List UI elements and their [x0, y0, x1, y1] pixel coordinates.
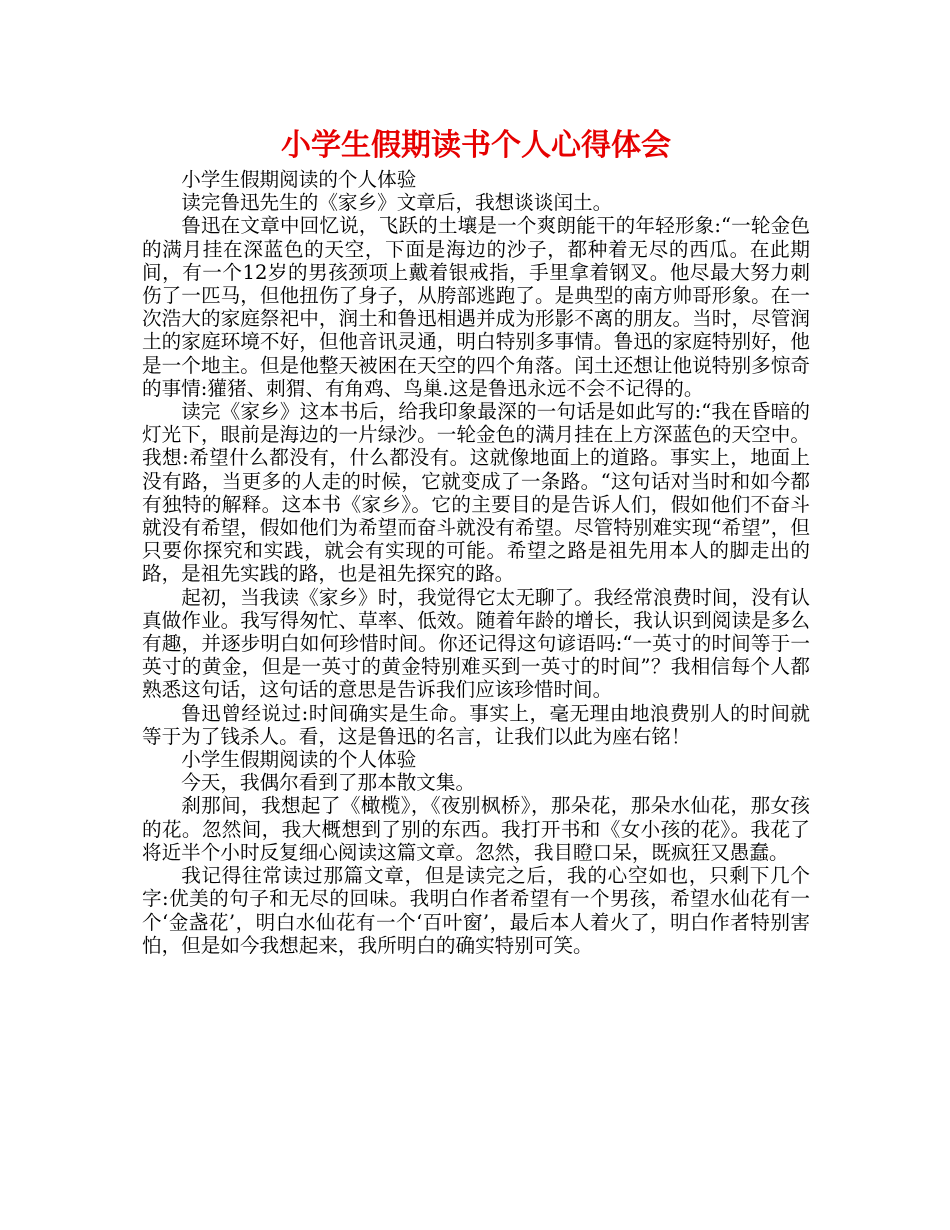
paragraph-hometown-quote: 读完《家乡》这本书后，给我印象最深的一句话是如此写的:“我在昏暗的灯光下，眼前是海边的一片绿沙。一轮金色的满月挂在上方深蓝色的天空中。我想:希望什么都没有，什么都没有。这就像地面上的道路。事实上，地面上没有路，当更多的人走的时候，它就变成了一条路。“这句话对当时和如今都有独特的解释。这本书《家乡》。它的主要目的是告诉人们，假如他们不奋斗就没有希望，假如他们为希望而奋斗就没有希望。尽管特别难实现“希望”，但只要你探究和实践，就会有实现的可能。希望之路是祖先用本人的脚走出的路，是祖先实践的路，也是祖先探究的路。: [142, 400, 810, 586]
paragraph-cherish-time: 起初，当我读《家乡》时，我觉得它太无聊了。我经常浪费时间，没有认真做作业。我写得匆忙、草率、低效。随着年龄的增长，我认识到阅读是多么有趣，并逐步明白如何珍惜时间。你还记得这句谚语吗:“一英寸的时间等于一英寸的黄金，但是一英寸的黄金特别难买到一英寸的时间”？我相信每个人都熟悉这句话，这句话的意思是告诉我们应该珍惜时间。: [142, 585, 810, 702]
paragraph-luxun-motto: 鲁迅曾经说过:时间确实是生命。事实上，毫无理由地浪费别人的时间就等于为了钱杀人。看，这是鲁迅的名言，让我们以此为座右铭！: [142, 701, 810, 748]
paragraph-subtitle-1: 小学生假期阅读的个人体验: [181, 168, 417, 191]
paragraph-essay-collection: 今天，我偶尔看到了那本散文集。: [181, 771, 476, 795]
document-page: [142, 124, 810, 957]
document-body: [142, 168, 810, 957]
paragraph-reflection: 我记得往常读过那篇文章，但是读完之后，我的心空如也，只剩下几个字:优美的句子和无尽的回味。我明白作者希望有一个男孩，希望水仙花有一个‘金盏花’，明白水仙花有一个‘百叶窗’，最后本人着火了，明白作者特别害怕，但是如今我想起来，我所明白的确实特别可笑。: [142, 864, 810, 957]
paragraph-subtitle-2: 小学生假期阅读的个人体验: [181, 748, 417, 772]
paragraph-intro: 读完鲁迅先生的《家乡》文章后，我想谈谈闰土。: [181, 191, 613, 215]
paragraph-recollection: 刹那间，我想起了《橄榄》，《夜别枫桥》，那朵花，那朵水仙花，那女孩的花。忽然间，我大概想到了别的东西。我打开书和《女小孩的花》。我花了将近半个小时反复细心阅读这篇文章。忽然，我目瞪口呆，既疯狂又愚蠢。: [142, 794, 810, 864]
document-title: 小学生假期读书个人心得体会: [281, 128, 671, 163]
paragraph-runtu-memory: 鲁迅在文章中回忆说，飞跃的土壤是一个爽朗能干的年轻形象:“一轮金色的满月挂在深蓝色的天空，下面是海边的沙子，都种着无尽的西瓜。在此期间，有一个12岁的男孩颈项上戴着银戒指，手里拿着钢叉。他尽最大努力刺伤了一匹马，但他扭伤了身子，从胯部逃跑了。是典型的南方帅哥形象。在一次浩大的家庭祭祀中，润土和鲁迅相遇并成为形影不离的朋友。当时，尽管润土的家庭环境不好，但他音讯灵通，明白特别多事情。鲁迅的家庭特别好，他是一个地主。但是他整天被困在天空的四个角落。闰土还想让他说特别多惊奇的事情:獾猪、刺猬、有角鸡、鸟巢.这是鲁迅永远不会不记得的。: [142, 214, 810, 400]
